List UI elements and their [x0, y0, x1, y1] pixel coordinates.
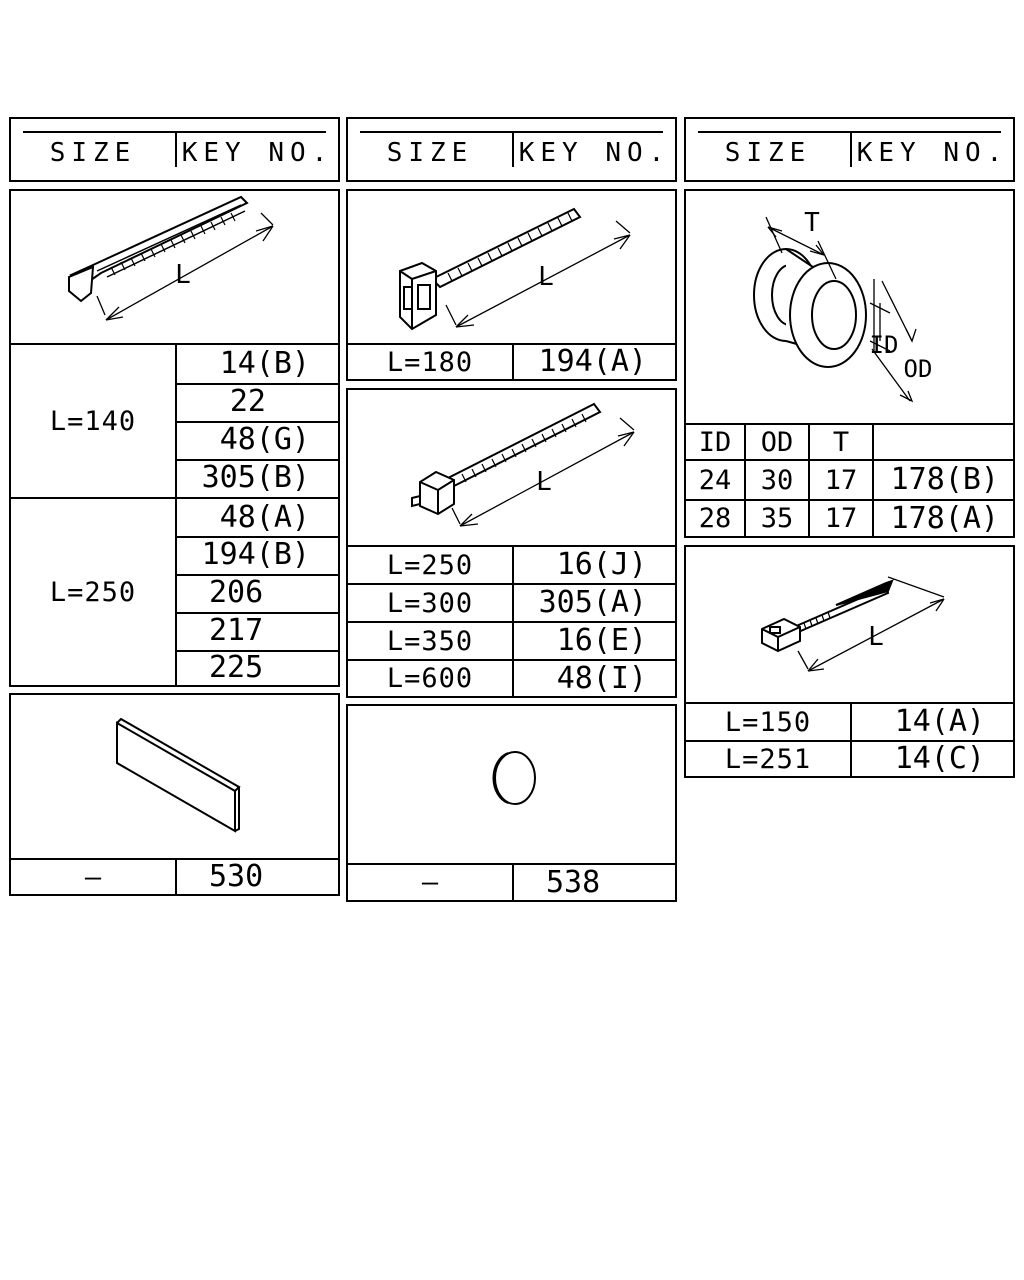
- key-cell: 14(B): [219, 346, 310, 381]
- tie-band-d-illustration: [686, 547, 1013, 702]
- grommet-od-cell: 30: [760, 464, 794, 496]
- key-cell: 14(A): [894, 704, 985, 739]
- dim-l-label: L: [175, 260, 191, 290]
- key-cell: 206: [209, 575, 264, 610]
- col-id-header: ID: [698, 426, 732, 458]
- header-col3: [684, 117, 1015, 182]
- grommet-t-cell: 17: [824, 503, 858, 534]
- dim-l-label: L: [868, 622, 884, 652]
- col-key-header: [874, 425, 1013, 459]
- size-cell: L=180: [386, 346, 474, 378]
- key-cell: 217: [209, 613, 264, 648]
- header-key-label: KEY NO.: [856, 138, 1009, 168]
- key-cell: 305(B): [201, 460, 310, 495]
- key-cell: 48(G): [219, 422, 310, 457]
- key-cell: 178(A): [890, 500, 999, 536]
- header-size-label: SIZE: [386, 138, 474, 168]
- grommet-panel: [684, 189, 1015, 538]
- dim-t-label: T: [804, 208, 820, 238]
- col-divider: [512, 865, 514, 900]
- tie-band-c-panel: [346, 388, 677, 698]
- size-cell: L=150: [724, 706, 812, 738]
- key-cell: 178(B): [890, 462, 999, 497]
- col-t-header: T: [832, 426, 850, 458]
- key-cell: 14(C): [894, 741, 985, 776]
- tape-illustration: [11, 695, 338, 859]
- header-col1: [9, 117, 340, 182]
- size-cell: L=300: [386, 587, 474, 619]
- grommet-id-cell: 28: [698, 503, 732, 534]
- col-divider: [175, 860, 177, 894]
- key-cell: 538: [546, 864, 601, 900]
- key-cell: 48(I): [556, 660, 647, 696]
- header-size-label: SIZE: [49, 138, 137, 168]
- key-cell: 530: [209, 859, 264, 894]
- tie-band-b-illustration: [348, 191, 675, 343]
- size-cell-l250: L=250: [49, 576, 137, 608]
- key-cell: 22: [229, 384, 266, 419]
- key-cell: 194(A): [538, 344, 647, 379]
- plug-panel: [346, 704, 677, 902]
- plug-illustration: [348, 706, 675, 864]
- tape-panel: [9, 693, 340, 896]
- dim-id-label: ID: [869, 331, 899, 359]
- key-cell: 194(B): [201, 537, 310, 572]
- tie-band-d-panel: [684, 545, 1015, 778]
- header-size-label: SIZE: [724, 138, 812, 168]
- dim-l-label: L: [538, 262, 554, 292]
- tie-band-a-panel: [9, 189, 340, 687]
- size-cell: L=600: [386, 663, 474, 694]
- header-key-label: KEY NO.: [181, 138, 334, 168]
- grommet-illustration: [686, 191, 1013, 423]
- size-cell-l140: L=140: [49, 405, 137, 437]
- tie-band-a-illustration: [11, 191, 338, 343]
- size-cell: L=250: [386, 549, 474, 581]
- header-key-label: KEY NO.: [518, 138, 671, 168]
- tie-band-c-illustration: [348, 390, 675, 546]
- key-cell: 16(E): [556, 623, 647, 658]
- key-cell: 16(J): [556, 547, 647, 582]
- col-od-header: OD: [760, 426, 794, 458]
- size-cell: L=251: [724, 743, 812, 775]
- size-cell-dash: —: [421, 867, 439, 898]
- dim-od-label: OD: [903, 355, 933, 383]
- size-cell-dash: —: [84, 861, 102, 893]
- key-cell: 305(A): [538, 585, 647, 620]
- tie-band-b-panel: [346, 189, 677, 381]
- key-cell: 225: [209, 649, 264, 685]
- size-cell: L=350: [386, 625, 474, 657]
- grommet-od-cell: 35: [760, 503, 794, 534]
- grommet-t-cell: 17: [824, 464, 858, 496]
- header-col2: [346, 117, 677, 182]
- key-cell: 48(A): [219, 499, 310, 535]
- grommet-id-cell: 24: [698, 464, 732, 496]
- dim-l-label: L: [536, 467, 552, 497]
